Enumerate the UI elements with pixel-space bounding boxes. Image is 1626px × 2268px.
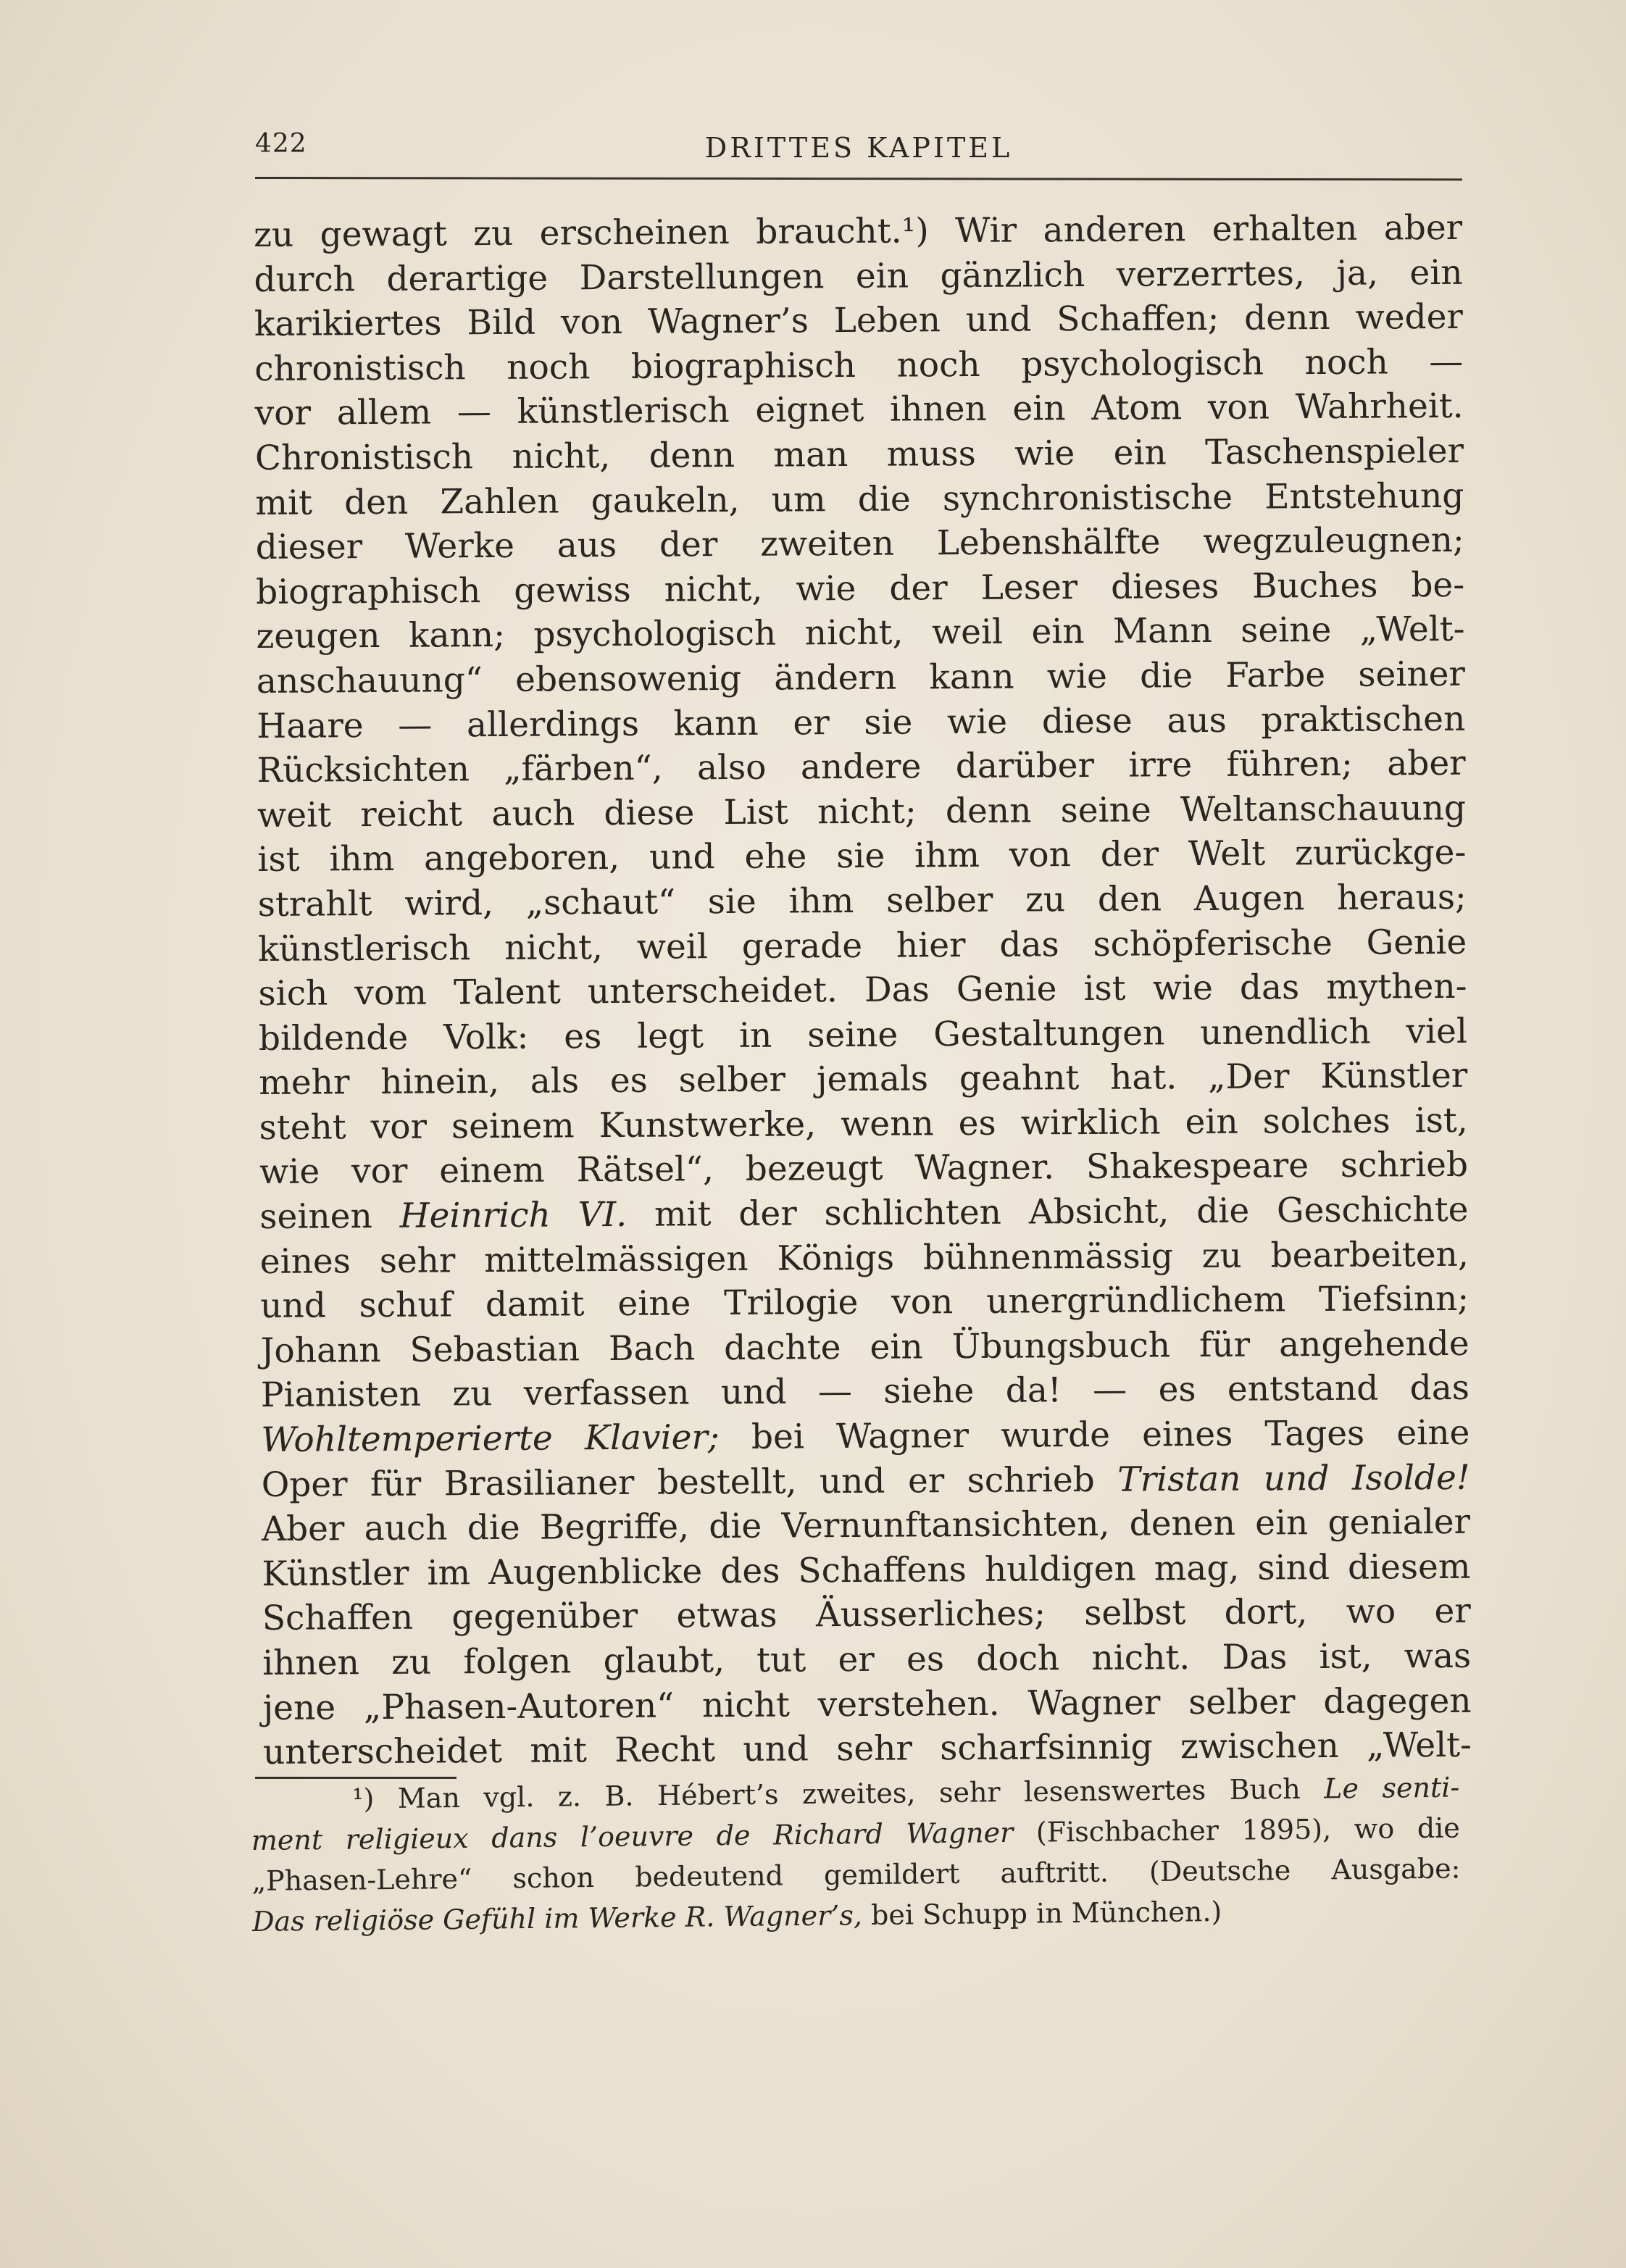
header-rule [255,177,1462,180]
text-line [262,1500,1470,1552]
text-line [260,1232,1469,1284]
text-segment: durch derartige Darstellungen ein gänzlich verzerrtes, ja, ein [254,252,1463,300]
page-header [255,125,1462,168]
text-line [262,1589,1471,1641]
text-segment: Schaffen gegenüber etwas Äusserliches; selbst dort, wo er [262,1591,1471,1639]
text-line [257,652,1465,704]
text-segment: Haare — allerdings kann er sie wie diese aus praktischen [257,699,1466,746]
text-line [260,1277,1469,1329]
text-line [261,1411,1469,1463]
text-line [262,1678,1471,1730]
main-text [254,206,1472,1775]
text-segment: bei Wagner wurde eines Tages eine [719,1412,1470,1458]
italic-text: Das religiöse Gefühl im Werke R. Wagner’s, [251,1899,863,1938]
text-line [262,1545,1470,1597]
italic-text: Wohltemperierte Klavier; [261,1417,720,1460]
text-line [256,518,1464,570]
italic-text: Tristan und Isolde! [1117,1457,1470,1500]
text-line [258,920,1467,972]
text-line [259,1098,1468,1151]
text-segment: ist ihm angeboren, und ehe sie ihm von der Welt zurückge- [257,833,1467,880]
text-segment: künstlerisch nicht, weil gerade hier das schöpferische Genie [258,922,1467,970]
text-line [255,384,1464,436]
text-segment: chronistisch noch biographisch noch psychologisch noch — [254,341,1464,389]
text-segment: weit reicht auch diese List nicht; denn seine Weltanschauung [257,788,1467,835]
text-segment: „Phasen-Lehre“ schon bedeutend gemildert auftritt. (Deutsche Ausgabe: [251,1852,1461,1897]
text-segment: steht vor seinem Kunstwerke, wenn es wirklich ein solches ist, [259,1100,1468,1148]
page-number: 422 [255,129,307,159]
text-segment: mit den Zahlen gaukeln, um die synchronistische Entstehung [255,475,1464,523]
text-segment: anschauung“ ebensowenig ändern kann wie die Farbe seiner [256,654,1466,701]
text-line [257,830,1466,883]
text-segment: bildende Volk: es legt in seine Gestaltungen unendlich viel [258,1011,1468,1059]
text-segment: eines sehr mittelmässigen Königs bühnenmässig zu bearbeiten, [259,1234,1469,1282]
text-line [254,295,1463,347]
text-segment: jene „Phasen-Autoren“ nicht verstehen. Wagner selber dagegen [262,1680,1472,1728]
text-line [260,1322,1469,1374]
text-segment: strahlt wird, „schaut“ sie ihm selber zu den Augen heraus; [257,877,1467,925]
text-line [259,1009,1467,1061]
italic-text: ment religieux dans l’oeuvre de Richard Wagner [251,1816,1014,1856]
text-segment: zeugen kann; psychologisch nicht, weil ein Mann seine „Welt- [256,609,1465,657]
text-segment: Rücksichten „färben“, also andere darüber irre führen; aber [257,743,1466,791]
text-line [262,1455,1470,1507]
text-segment: Oper für Brasilianer bestellt, und er schrieb [261,1459,1118,1505]
text-segment: seinen [259,1196,400,1238]
text-segment: mehr hinein, als es selber jemals geahnt hat. „Der Künstler [259,1056,1468,1104]
text-segment: Johann Sebastian Bach dachte ein Übungsbuch für angehende [260,1323,1469,1371]
text-line [261,1366,1469,1418]
text-line [254,250,1462,302]
text-line [254,206,1462,258]
footnote [251,1767,1461,1942]
italic-text: Heinrich VI. [399,1194,628,1236]
text-line [258,875,1467,927]
text-segment: und schuf damit eine Trilogie von unergründlichem Tiefsinn; [260,1279,1469,1327]
text-line [256,563,1464,615]
text-line [263,1723,1472,1775]
text-segment: Pianisten zu verfassen und — siehe da! — es entstand das [260,1368,1470,1416]
text-segment: ¹) Man vgl. z. B. Hébert’s zweites, sehr lesenswertes Buch [352,1772,1325,1815]
text-segment: Künstler im Augenblicke des Schaffens huldigen mag, sind diesem [262,1546,1471,1594]
text-segment: wie vor einem Rätsel“, bezeugt Wagner. Shakespeare schrieb [259,1145,1469,1193]
running-head: DRITTES KAPITEL [704,132,1013,164]
text-segment: bei Schupp in München.) [862,1895,1222,1932]
text-segment: sich vom Talent unterscheidet. Das Genie ist wie das mythen- [258,966,1467,1014]
text-segment: Aber auch die Begriffe, die Vernunftansichten, denen ein genialer [261,1501,1471,1550]
text-line [259,1054,1467,1106]
text-segment: zu gewagt zu erscheinen braucht.¹) Wir anderen erhalten aber [254,207,1463,255]
text-segment: vor allem — künstlerisch eignet ihnen ein Atom von Wahrheit. [254,386,1464,434]
text-segment: biographisch gewiss nicht, wie der Leser dieses Buches be- [256,564,1465,612]
text-line [259,1188,1468,1240]
text-segment: mit der schlichten Absicht, die Geschichte [626,1189,1469,1235]
text-line [255,473,1464,525]
italic-text: Le senti- [1324,1771,1460,1805]
text-segment: (Fischbacher 1895), wo die [1013,1812,1461,1848]
text-segment: Chronistisch nicht, denn man muss wie ein Taschenspieler [254,430,1464,478]
text-line [255,429,1464,481]
text-line [258,964,1467,1017]
text-segment: unterscheidet mit Recht und sehr scharfsinnig zwischen „Welt- [262,1725,1472,1773]
text-line [257,696,1465,749]
text-line [262,1634,1471,1686]
text-segment: ihnen zu folgen glaubt, tut er es doch nicht. Das ist, was [262,1635,1472,1683]
text-line [257,786,1466,838]
text-segment: karikiertes Bild von Wagner’s Leben und Schaffen; denn weder [254,296,1464,345]
text-line [254,340,1463,392]
text-line [257,741,1466,793]
text-line [256,607,1464,659]
text-segment: dieser Werke aus der zweiten Lebenshälfte wegzuleugnen; [255,520,1464,568]
text-line [259,1143,1468,1195]
